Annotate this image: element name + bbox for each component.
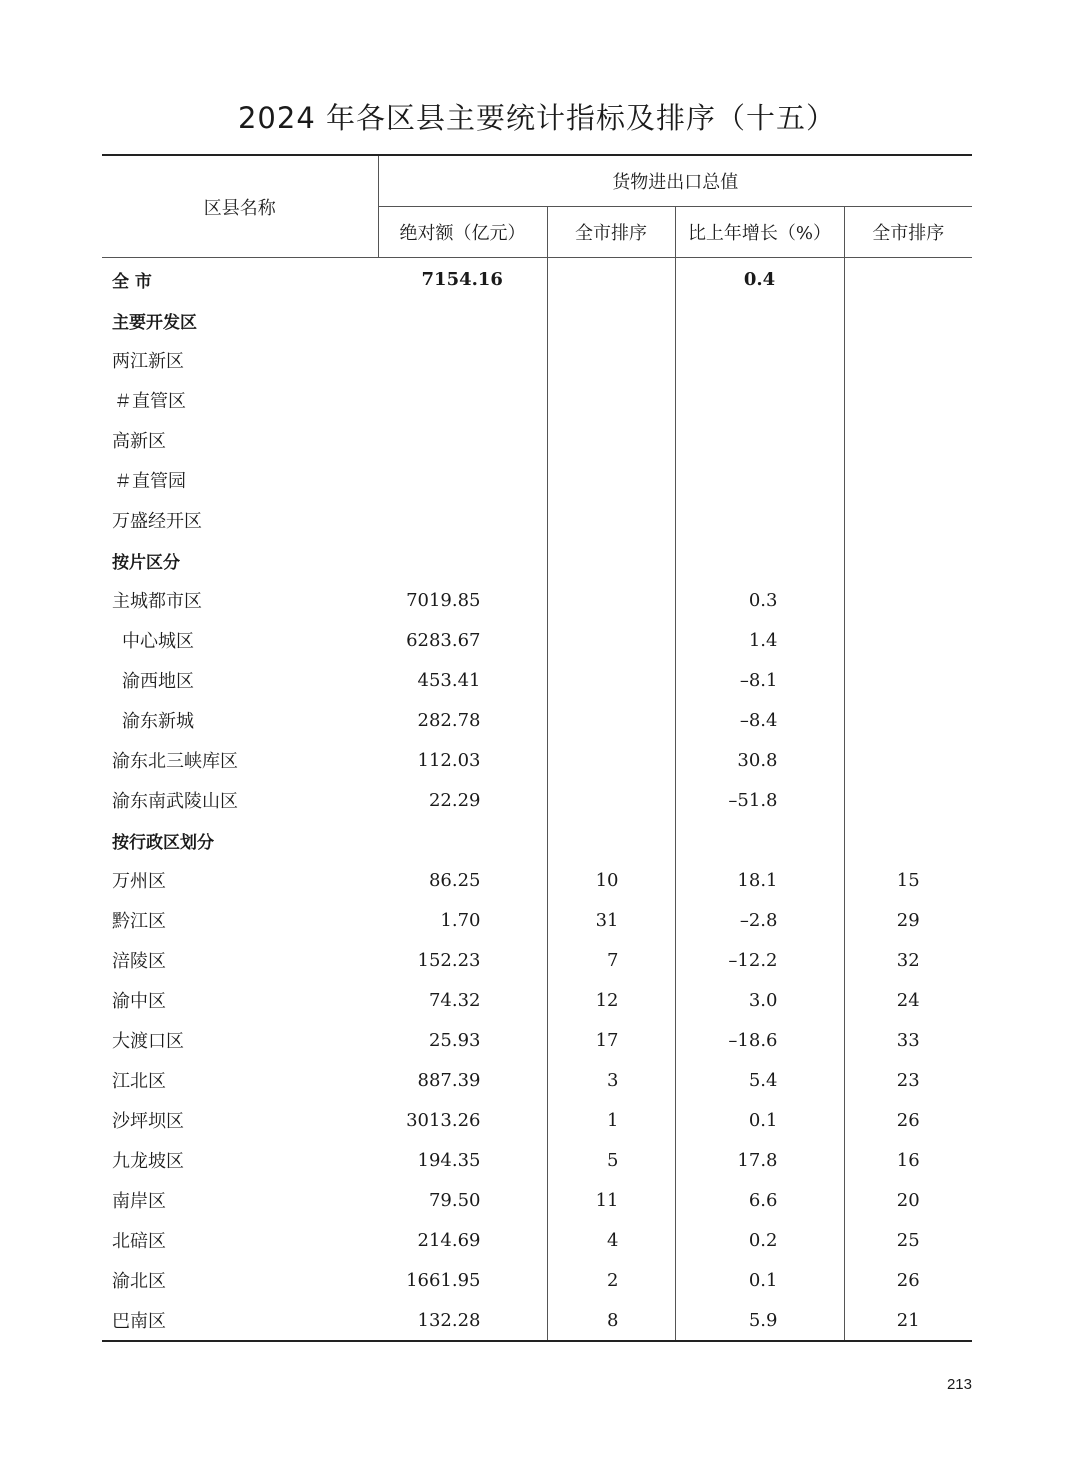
row-growth: 0.1 xyxy=(675,1100,844,1140)
table-row xyxy=(102,980,972,1020)
row-value: 152.23 xyxy=(378,940,547,980)
row-value: 194.35 xyxy=(378,1140,547,1180)
row-rank xyxy=(547,740,675,780)
row-name: 主城都市区 xyxy=(112,591,202,612)
row-growth: 5.4 xyxy=(675,1060,844,1100)
row-growth: 1.4 xyxy=(675,620,844,660)
table-row xyxy=(102,500,972,540)
row-rank xyxy=(547,300,675,340)
row-value: 7154.16 xyxy=(378,258,547,301)
row-name: 中心城区 xyxy=(122,631,194,652)
row-growth xyxy=(675,820,844,860)
table-row-section xyxy=(102,540,972,580)
row-growth: –18.6 xyxy=(675,1020,844,1060)
table-row xyxy=(102,660,972,700)
row-value xyxy=(378,380,547,420)
row-growth-rank: 23 xyxy=(896,1069,920,1091)
row-growth-rank: 26 xyxy=(896,1109,920,1131)
row-rank xyxy=(547,460,675,500)
row-value xyxy=(378,820,547,860)
row-value: 282.78 xyxy=(378,700,547,740)
row-growth-rank xyxy=(844,820,972,860)
row-value: 112.03 xyxy=(378,740,547,780)
row-rank xyxy=(547,380,675,420)
row-rank xyxy=(547,820,675,860)
row-value: 1661.95 xyxy=(378,1260,547,1300)
page-number: 213 xyxy=(946,1376,972,1393)
row-growth: –8.1 xyxy=(675,660,844,700)
table-row xyxy=(102,620,972,660)
row-rank: 8 xyxy=(547,1300,675,1341)
row-rank: 3 xyxy=(547,1060,675,1100)
row-value: 1.70 xyxy=(378,900,547,940)
row-growth-rank xyxy=(844,620,972,660)
row-name: 万州区 xyxy=(112,871,166,892)
row-name: ＃直管区 xyxy=(114,391,186,412)
row-name: 按片区分 xyxy=(112,552,180,573)
row-name: 黔江区 xyxy=(112,911,166,932)
row-growth-rank xyxy=(844,540,972,580)
row-growth: 5.9 xyxy=(675,1300,844,1341)
row-growth-rank xyxy=(844,460,972,500)
row-name: 万盛经开区 xyxy=(112,511,202,532)
row-value: 3013.26 xyxy=(378,1100,547,1140)
row-growth-rank xyxy=(844,500,972,540)
row-growth xyxy=(675,540,844,580)
table-row xyxy=(102,380,972,420)
row-rank: 7 xyxy=(547,940,675,980)
row-rank: 17 xyxy=(547,1020,675,1060)
row-growth-rank: 21 xyxy=(896,1309,920,1331)
row-rank: 12 xyxy=(547,980,675,1020)
row-value: 132.28 xyxy=(378,1300,547,1341)
table-row xyxy=(102,1260,972,1300)
table-row xyxy=(102,1020,972,1060)
row-growth xyxy=(675,340,844,380)
row-rank: 4 xyxy=(547,1220,675,1260)
row-name: 全 市 xyxy=(112,271,152,292)
row-name: 江北区 xyxy=(112,1071,166,1092)
row-value: 79.50 xyxy=(378,1180,547,1220)
row-name: 涪陵区 xyxy=(112,951,166,972)
row-growth-rank xyxy=(844,300,972,340)
table-row xyxy=(102,580,972,620)
row-growth xyxy=(675,380,844,420)
row-name: 渝北区 xyxy=(112,1271,166,1292)
row-growth-rank xyxy=(844,340,972,380)
row-name: 两江新区 xyxy=(112,351,184,372)
row-growth-rank xyxy=(844,700,972,740)
column-header-value-rank: 全市排序 xyxy=(547,207,675,258)
row-rank xyxy=(547,700,675,740)
table-row xyxy=(102,1100,972,1140)
row-name: 渝东南武陵山区 xyxy=(112,791,238,812)
column-header-district: 区县名称 xyxy=(102,155,378,258)
row-name: 南岸区 xyxy=(112,1191,166,1212)
row-name: 渝东新城 xyxy=(122,711,194,732)
row-rank xyxy=(547,620,675,660)
row-name: 按行政区划分 xyxy=(112,832,214,853)
table-row xyxy=(102,1300,972,1341)
table-row xyxy=(102,740,972,780)
row-value xyxy=(378,540,547,580)
row-growth-rank: 29 xyxy=(896,909,920,931)
row-rank: 1 xyxy=(547,1100,675,1140)
row-growth-rank xyxy=(844,380,972,420)
row-growth-rank: 20 xyxy=(896,1189,920,1211)
row-growth-rank xyxy=(844,740,972,780)
table-row xyxy=(102,420,972,460)
row-value xyxy=(378,460,547,500)
row-value xyxy=(378,340,547,380)
row-growth xyxy=(675,300,844,340)
table-row xyxy=(102,900,972,940)
row-name: 渝中区 xyxy=(112,991,166,1012)
table-row xyxy=(102,780,972,820)
row-growth: 3.0 xyxy=(675,980,844,1020)
row-growth: –8.4 xyxy=(675,700,844,740)
row-value: 887.39 xyxy=(378,1060,547,1100)
row-growth: 6.6 xyxy=(675,1180,844,1220)
table-row xyxy=(102,1140,972,1180)
row-value: 7019.85 xyxy=(378,580,547,620)
statistics-table xyxy=(102,154,972,1342)
row-growth-rank xyxy=(844,780,972,820)
row-growth: –2.8 xyxy=(675,900,844,940)
row-rank: 11 xyxy=(547,1180,675,1220)
row-name: 沙坪坝区 xyxy=(112,1111,184,1132)
row-rank xyxy=(547,660,675,700)
row-growth: 18.1 xyxy=(675,860,844,900)
row-value xyxy=(378,420,547,460)
table-row xyxy=(102,1180,972,1220)
row-growth: 0.3 xyxy=(675,580,844,620)
row-name: 大渡口区 xyxy=(112,1031,184,1052)
row-rank: 10 xyxy=(547,860,675,900)
row-name: 九龙坡区 xyxy=(112,1151,184,1172)
row-growth: –51.8 xyxy=(675,780,844,820)
column-header-growth: 比上年增长（%） xyxy=(675,207,844,258)
row-growth-rank: 24 xyxy=(896,989,920,1011)
page-title: 2024 年各区县主要统计指标及排序（十五） xyxy=(237,101,837,135)
column-header-value: 绝对额（亿元） xyxy=(378,207,547,258)
row-rank xyxy=(547,340,675,380)
row-rank xyxy=(547,580,675,620)
row-growth: –12.2 xyxy=(675,940,844,980)
row-rank: 31 xyxy=(547,900,675,940)
table-row xyxy=(102,1060,972,1100)
row-value: 25.93 xyxy=(378,1020,547,1060)
row-rank xyxy=(547,540,675,580)
row-growth-rank xyxy=(844,580,972,620)
table-row xyxy=(102,1220,972,1260)
table-row xyxy=(102,340,972,380)
row-name: ＃直管园 xyxy=(114,471,186,492)
row-growth: 30.8 xyxy=(675,740,844,780)
table-row xyxy=(102,460,972,500)
row-rank xyxy=(547,258,675,301)
row-name: 北碚区 xyxy=(112,1231,166,1252)
row-name: 高新区 xyxy=(112,431,166,452)
row-rank: 5 xyxy=(547,1140,675,1180)
row-growth-rank xyxy=(844,660,972,700)
row-growth: 0.2 xyxy=(675,1220,844,1260)
column-header-growth-rank: 全市排序 xyxy=(844,207,972,258)
row-growth-rank: 15 xyxy=(896,869,920,891)
row-value: 74.32 xyxy=(378,980,547,1020)
row-growth-rank: 16 xyxy=(896,1149,920,1171)
row-growth: 0.1 xyxy=(675,1260,844,1300)
row-growth-rank: 25 xyxy=(896,1229,920,1251)
row-rank xyxy=(547,780,675,820)
row-growth-rank xyxy=(844,258,972,301)
row-growth xyxy=(675,460,844,500)
table-row-section xyxy=(102,300,972,340)
table-row-section xyxy=(102,820,972,860)
table-row xyxy=(102,700,972,740)
row-growth-rank: 33 xyxy=(896,1029,920,1051)
row-growth xyxy=(675,500,844,540)
table-row-total xyxy=(102,258,972,301)
column-group-header-trade: 货物进出口总值 xyxy=(378,155,972,207)
row-value: 6283.67 xyxy=(378,620,547,660)
row-rank xyxy=(547,500,675,540)
row-value xyxy=(378,500,547,540)
row-growth: 17.8 xyxy=(675,1140,844,1180)
row-growth: 0.4 xyxy=(675,258,844,301)
row-value: 453.41 xyxy=(378,660,547,700)
row-name: 渝东北三峡库区 xyxy=(112,751,238,772)
row-value xyxy=(378,300,547,340)
row-name: 渝西地区 xyxy=(122,671,194,692)
row-growth-rank: 32 xyxy=(896,949,920,971)
row-name: 巴南区 xyxy=(112,1311,166,1332)
row-value: 86.25 xyxy=(378,860,547,900)
row-growth-rank xyxy=(844,420,972,460)
table-row xyxy=(102,940,972,980)
table-row xyxy=(102,860,972,900)
row-value: 214.69 xyxy=(378,1220,547,1260)
row-growth xyxy=(675,420,844,460)
row-rank xyxy=(547,420,675,460)
row-rank: 2 xyxy=(547,1260,675,1300)
row-growth-rank: 26 xyxy=(896,1269,920,1291)
row-name: 主要开发区 xyxy=(112,312,197,333)
row-value: 22.29 xyxy=(378,780,547,820)
